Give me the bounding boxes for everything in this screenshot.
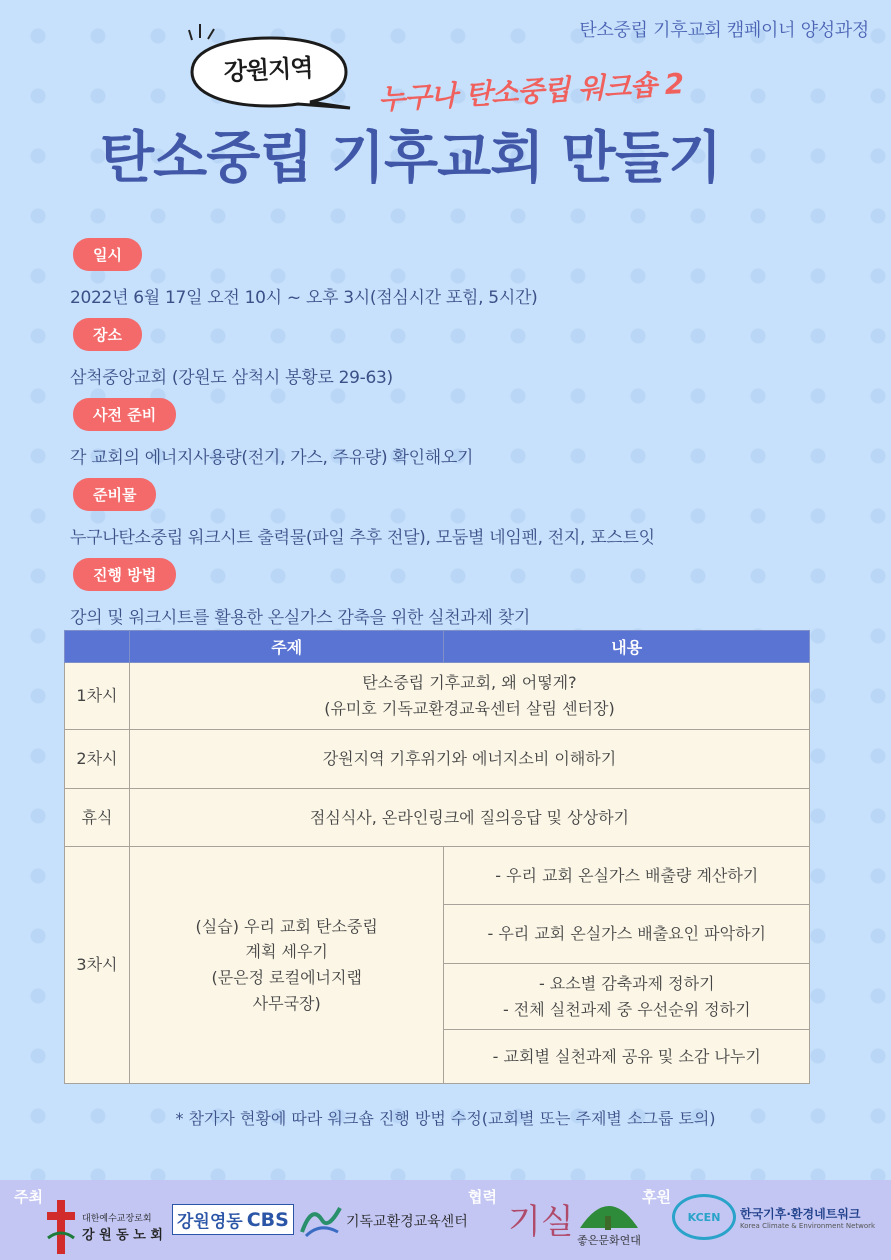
table-header-topic: 주제 xyxy=(129,631,444,663)
activity-cell xyxy=(444,964,810,1030)
method-text: 강의 및 워크시트를 활용한 온실가스 감축을 위한 실천과제 찾기 xyxy=(70,608,531,628)
page-title: 탄소중립 기후교회 만들기 xyxy=(100,126,722,191)
date-text: 2022년 6월 17일 오전 10시 ~ 오후 3시(점심시간 포힘, 5시간) xyxy=(70,288,538,308)
education-center-name: 기독교환경교육센터 xyxy=(346,1214,468,1230)
presbytery-name: 대한예수교장로회 xyxy=(82,1214,152,1224)
topic-line: (실습) 우리 교회 탄소중립 xyxy=(195,916,378,936)
host-label: 주최 xyxy=(14,1188,43,1206)
detail-item xyxy=(70,558,850,628)
region-badge: 강원지역 xyxy=(223,53,314,87)
venue-label: 장소 xyxy=(73,318,142,351)
table-row xyxy=(65,663,810,730)
session-cell: 휴식 xyxy=(65,789,130,847)
preparation-text: 각 교회의 에너지사용량(전기, 가스, 주유량) 확인해오기 xyxy=(70,448,474,468)
cross-icon xyxy=(44,1198,78,1256)
venue-text: 삼척중앙교회 (강원도 삼척시 봉황로 29-63) xyxy=(70,368,393,388)
activity-line: - 전체 실천과제 중 우선순위 정하기 xyxy=(502,999,751,1019)
presbytery-region: 강 원 동 노 회 xyxy=(82,1228,163,1243)
kcen-badge-icon: KCEN xyxy=(672,1194,736,1240)
kcen-name: 한국기후·환경네트워크 xyxy=(740,1206,861,1221)
preparation-label: 사전 준비 xyxy=(73,398,176,431)
table-row xyxy=(65,789,810,847)
table-row xyxy=(65,847,810,905)
footnote: * 참가자 현황에 따라 워크숍 진행 방법 수정(교회별 또는 주제별 소그룹 토의) xyxy=(175,1109,716,1128)
date-label: 일시 xyxy=(73,238,142,271)
top-caption: 탄소중립 기후교회 캠페이너 양성과정 xyxy=(579,20,869,41)
sponsor-label: 후원 xyxy=(642,1188,671,1206)
table-header-content: 내용 xyxy=(444,631,810,663)
session-cell: 2차시 xyxy=(65,730,130,789)
cbs-logo xyxy=(172,1204,294,1235)
presbytery-logo xyxy=(44,1198,163,1256)
culture-coalition-name: 좋은문화연대 xyxy=(577,1234,641,1247)
content-cell: 점심식사, 온라인링크에 질의응답 및 상상하기 xyxy=(129,789,809,847)
event-details xyxy=(70,238,850,638)
gisil-mark: 기실 xyxy=(508,1202,574,1242)
gisil-logo xyxy=(508,1194,574,1243)
activity-cell: - 우리 교회 온실가스 배출요인 파악하기 xyxy=(444,905,810,964)
table-row xyxy=(65,730,810,789)
footer-sponsors xyxy=(0,1180,891,1260)
detail-item xyxy=(70,318,850,388)
detail-item xyxy=(70,398,850,468)
detail-item xyxy=(70,238,850,308)
subtitle: 누구나 탄소중립 워크숍 2 xyxy=(377,67,684,116)
table-header-session xyxy=(65,631,130,663)
cbs-name: CBS xyxy=(246,1208,289,1231)
activity-cell: - 우리 교회 온실가스 배출량 계산하기 xyxy=(444,847,810,905)
schedule-table xyxy=(64,630,810,1084)
activity-cell: - 교회별 실천과제 공유 및 소감 나누기 xyxy=(444,1030,810,1084)
topic-line: 사무국장) xyxy=(252,993,321,1013)
materials-text: 누구나탄소중립 워크시트 출력물(파일 추후 전달), 모둠별 네임펜, 전지, 포스트잇 xyxy=(70,528,655,548)
content-cell: 강원지역 기후위기와 에너지소비 이해하기 xyxy=(129,730,809,789)
topic-cell xyxy=(129,847,444,1084)
content-line: 탄소중립 기후교회, 왜 어떻게? xyxy=(362,673,577,693)
kcen-logo xyxy=(672,1194,875,1240)
topic-line: (문은정 로컬에너지랩 xyxy=(211,968,362,987)
education-center-logo xyxy=(298,1202,468,1240)
session-cell: 3차시 xyxy=(65,847,130,1084)
method-label: 진행 방법 xyxy=(73,558,176,591)
content-line: (유미호 기독교환경교육센터 살림 센터장) xyxy=(324,699,615,718)
cooperation-label: 협력 xyxy=(468,1188,497,1206)
activity-line: - 요소별 감축과제 정하기 xyxy=(538,973,715,993)
table-header-row xyxy=(65,631,810,663)
materials-label: 준비물 xyxy=(73,478,156,511)
kcen-english-name: Korea Climate & Environment Network xyxy=(740,1221,876,1230)
session-cell: 1차시 xyxy=(65,663,130,730)
detail-item xyxy=(70,478,850,548)
content-cell xyxy=(129,663,809,730)
culture-coalition-logo xyxy=(574,1190,644,1248)
topic-line: 계획 세우기 xyxy=(245,942,328,962)
leaf-icon xyxy=(298,1202,344,1240)
cbs-region: 강원영동 xyxy=(177,1212,243,1232)
tree-icon xyxy=(574,1190,644,1232)
